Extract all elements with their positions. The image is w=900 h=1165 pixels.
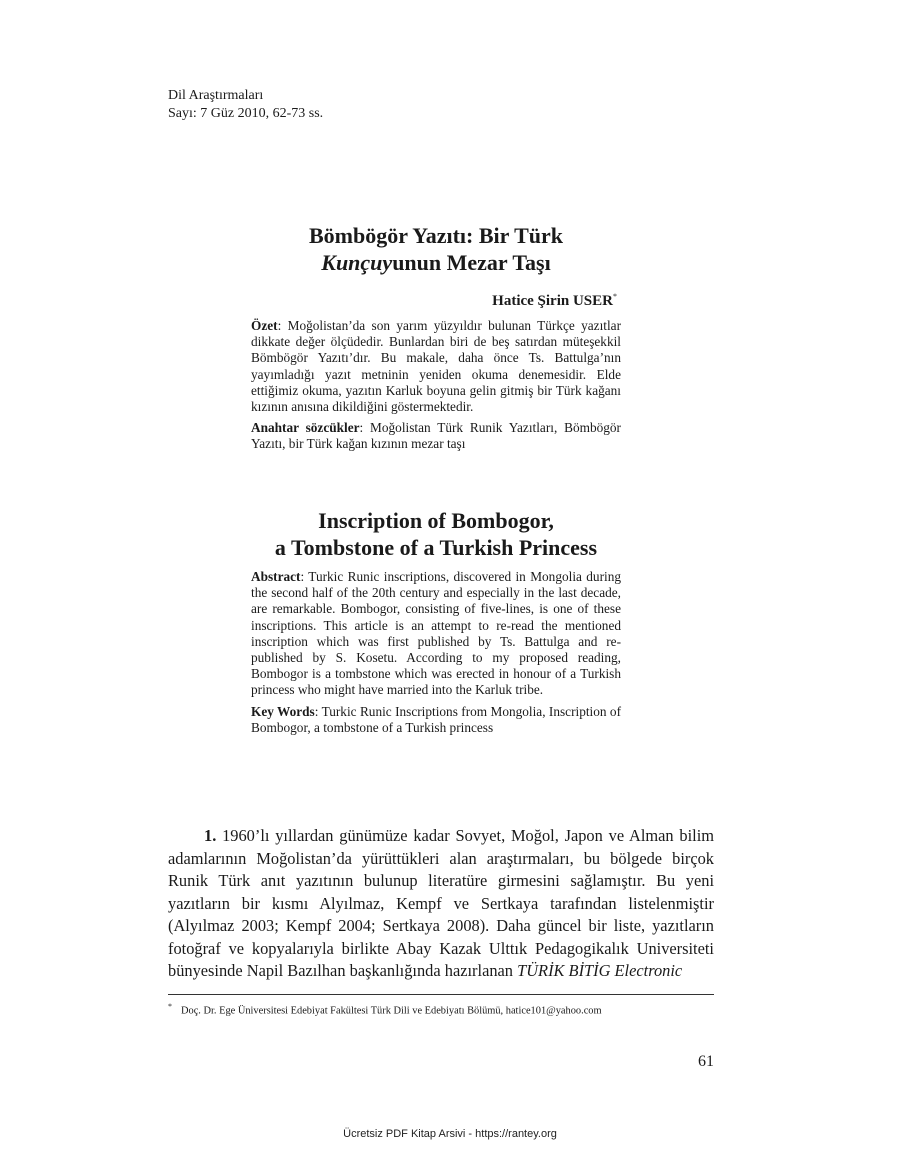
keywords-label: Key Words — [251, 703, 315, 719]
footnote-mark: * — [168, 1002, 172, 1011]
anahtar-paragraph — [251, 420, 621, 452]
anahtar-text: : Moğolistan Türk Runik Yazıtları, Bömbögör Yazıtı, bir Türk kağan kızının mezar taşı — [251, 420, 621, 452]
turkish-title-italic: Kunçuy — [321, 250, 393, 275]
english-title-line1: Inscription of Bombogor, — [318, 508, 554, 533]
issue-info: Sayı: 7 Güz 2010, 62-73 ss. — [168, 106, 324, 121]
body-paragraph — [168, 825, 714, 983]
keywords-paragraph — [251, 704, 621, 736]
watermark: Ücretsiz PDF Kitap Arsivi - https://rantey.org — [343, 1128, 557, 1140]
turkish-title-rest: unun Mezar Taşı — [392, 250, 551, 275]
running-header — [168, 87, 323, 123]
keywords-text: : Turkic Runic Inscriptions from Mongolia, Inscription of Bombogor, a tombstone of a Turkish princess — [251, 703, 621, 735]
author-name — [492, 292, 617, 310]
author-footnote-mark: * — [613, 292, 617, 301]
page-number: 61 — [698, 1053, 714, 1070]
abstract-label: Abstract — [251, 569, 301, 584]
body-text: 1960’lı yıllardan günümüze kadar Sovyet, Moğol, Japon ve Alman bilim adamlarının Moğolistan’da yürüttükleri alan araştırmaları, bu bölgede birçok Runik Türk anıt yazıtının bulunup literatüre girmesini sağlamıştır. Bu yeni yazıtların bir kısmı Alyılmaz, Kempf ve Sertkaya tarafından listelenmiştir (Alyılmaz 2003; Kempf 2004; Sertkaya 2008). Daha güncel bir liste, yazıtların fotoğraf ve kopyalarıyla birlikte Abay Kazak Ulttık Pedagogikalık Universiteti bünyesinde Napil Bazılhan başkanlığında hazırlanan — [168, 826, 714, 980]
english-title-line2: a Tombstone of a Turkish Princess — [274, 535, 598, 560]
section-number: 1. — [204, 826, 217, 845]
turkish-title — [168, 222, 704, 276]
english-title — [168, 507, 704, 561]
abstract-text: : Turkic Runic inscriptions, discovered in Mongolia during the second half of the 20th century and especially in the last decade, are remarkable. Bombogor, consisting of five-lines, is one of these inscriptions. This article is an attempt to re-read the mentioned inscription which was first published by Ts. Battulga and re-published by S. Kosetu. According to my proposed reading, Bombogor is a tombstone which was erected in honour of a Turkish princess who might have married into the Karluk tribe. — [251, 569, 621, 698]
footnote — [168, 1000, 714, 1017]
main-body — [168, 825, 714, 983]
abstract-paragraph — [251, 569, 621, 699]
ozet-label: Özet — [251, 318, 278, 333]
turkish-title-line1: Bömbögör Yazıtı: Bir Türk — [308, 223, 564, 248]
english-abstract — [251, 569, 621, 741]
ozet-text: : Moğolistan’da son yarım yüzyıldır bulunan Türkçe yazıtlar dikkate değer ölçüdedir. Bunlardan biri de beş satırdan müteşekkil Bömbögör Yazıtı’dır. Bu makale, daha önce Ts. Battulga’nın yayımladığı yazıt metninin yeniden okuma denemesidir. Elde ettiğimiz okuma, yazıtın Karluk boyuna gelin gitmiş bir Türk kağanı kızının anısına dikildiğini göstermektedir. — [251, 318, 621, 415]
turkish-title-line2 — [168, 249, 704, 276]
author-text: Hatice Şirin USER — [492, 293, 613, 309]
footnote-text: Doç. Dr. Ege Üniversitesi Edebiyat Fakültesi Türk Dili ve Edebiyatı Bölümü, hatice101@yahoo.com — [181, 1005, 602, 1017]
turkish-abstract — [251, 318, 621, 458]
body-italic-tail: TÜRİK BİTİG Electronic — [517, 961, 683, 980]
ozet-paragraph — [251, 318, 621, 415]
footnote-divider — [168, 994, 714, 995]
journal-name: Dil Araştırmaları — [168, 88, 264, 103]
anahtar-label: Anahtar sözcükler — [251, 420, 360, 436]
